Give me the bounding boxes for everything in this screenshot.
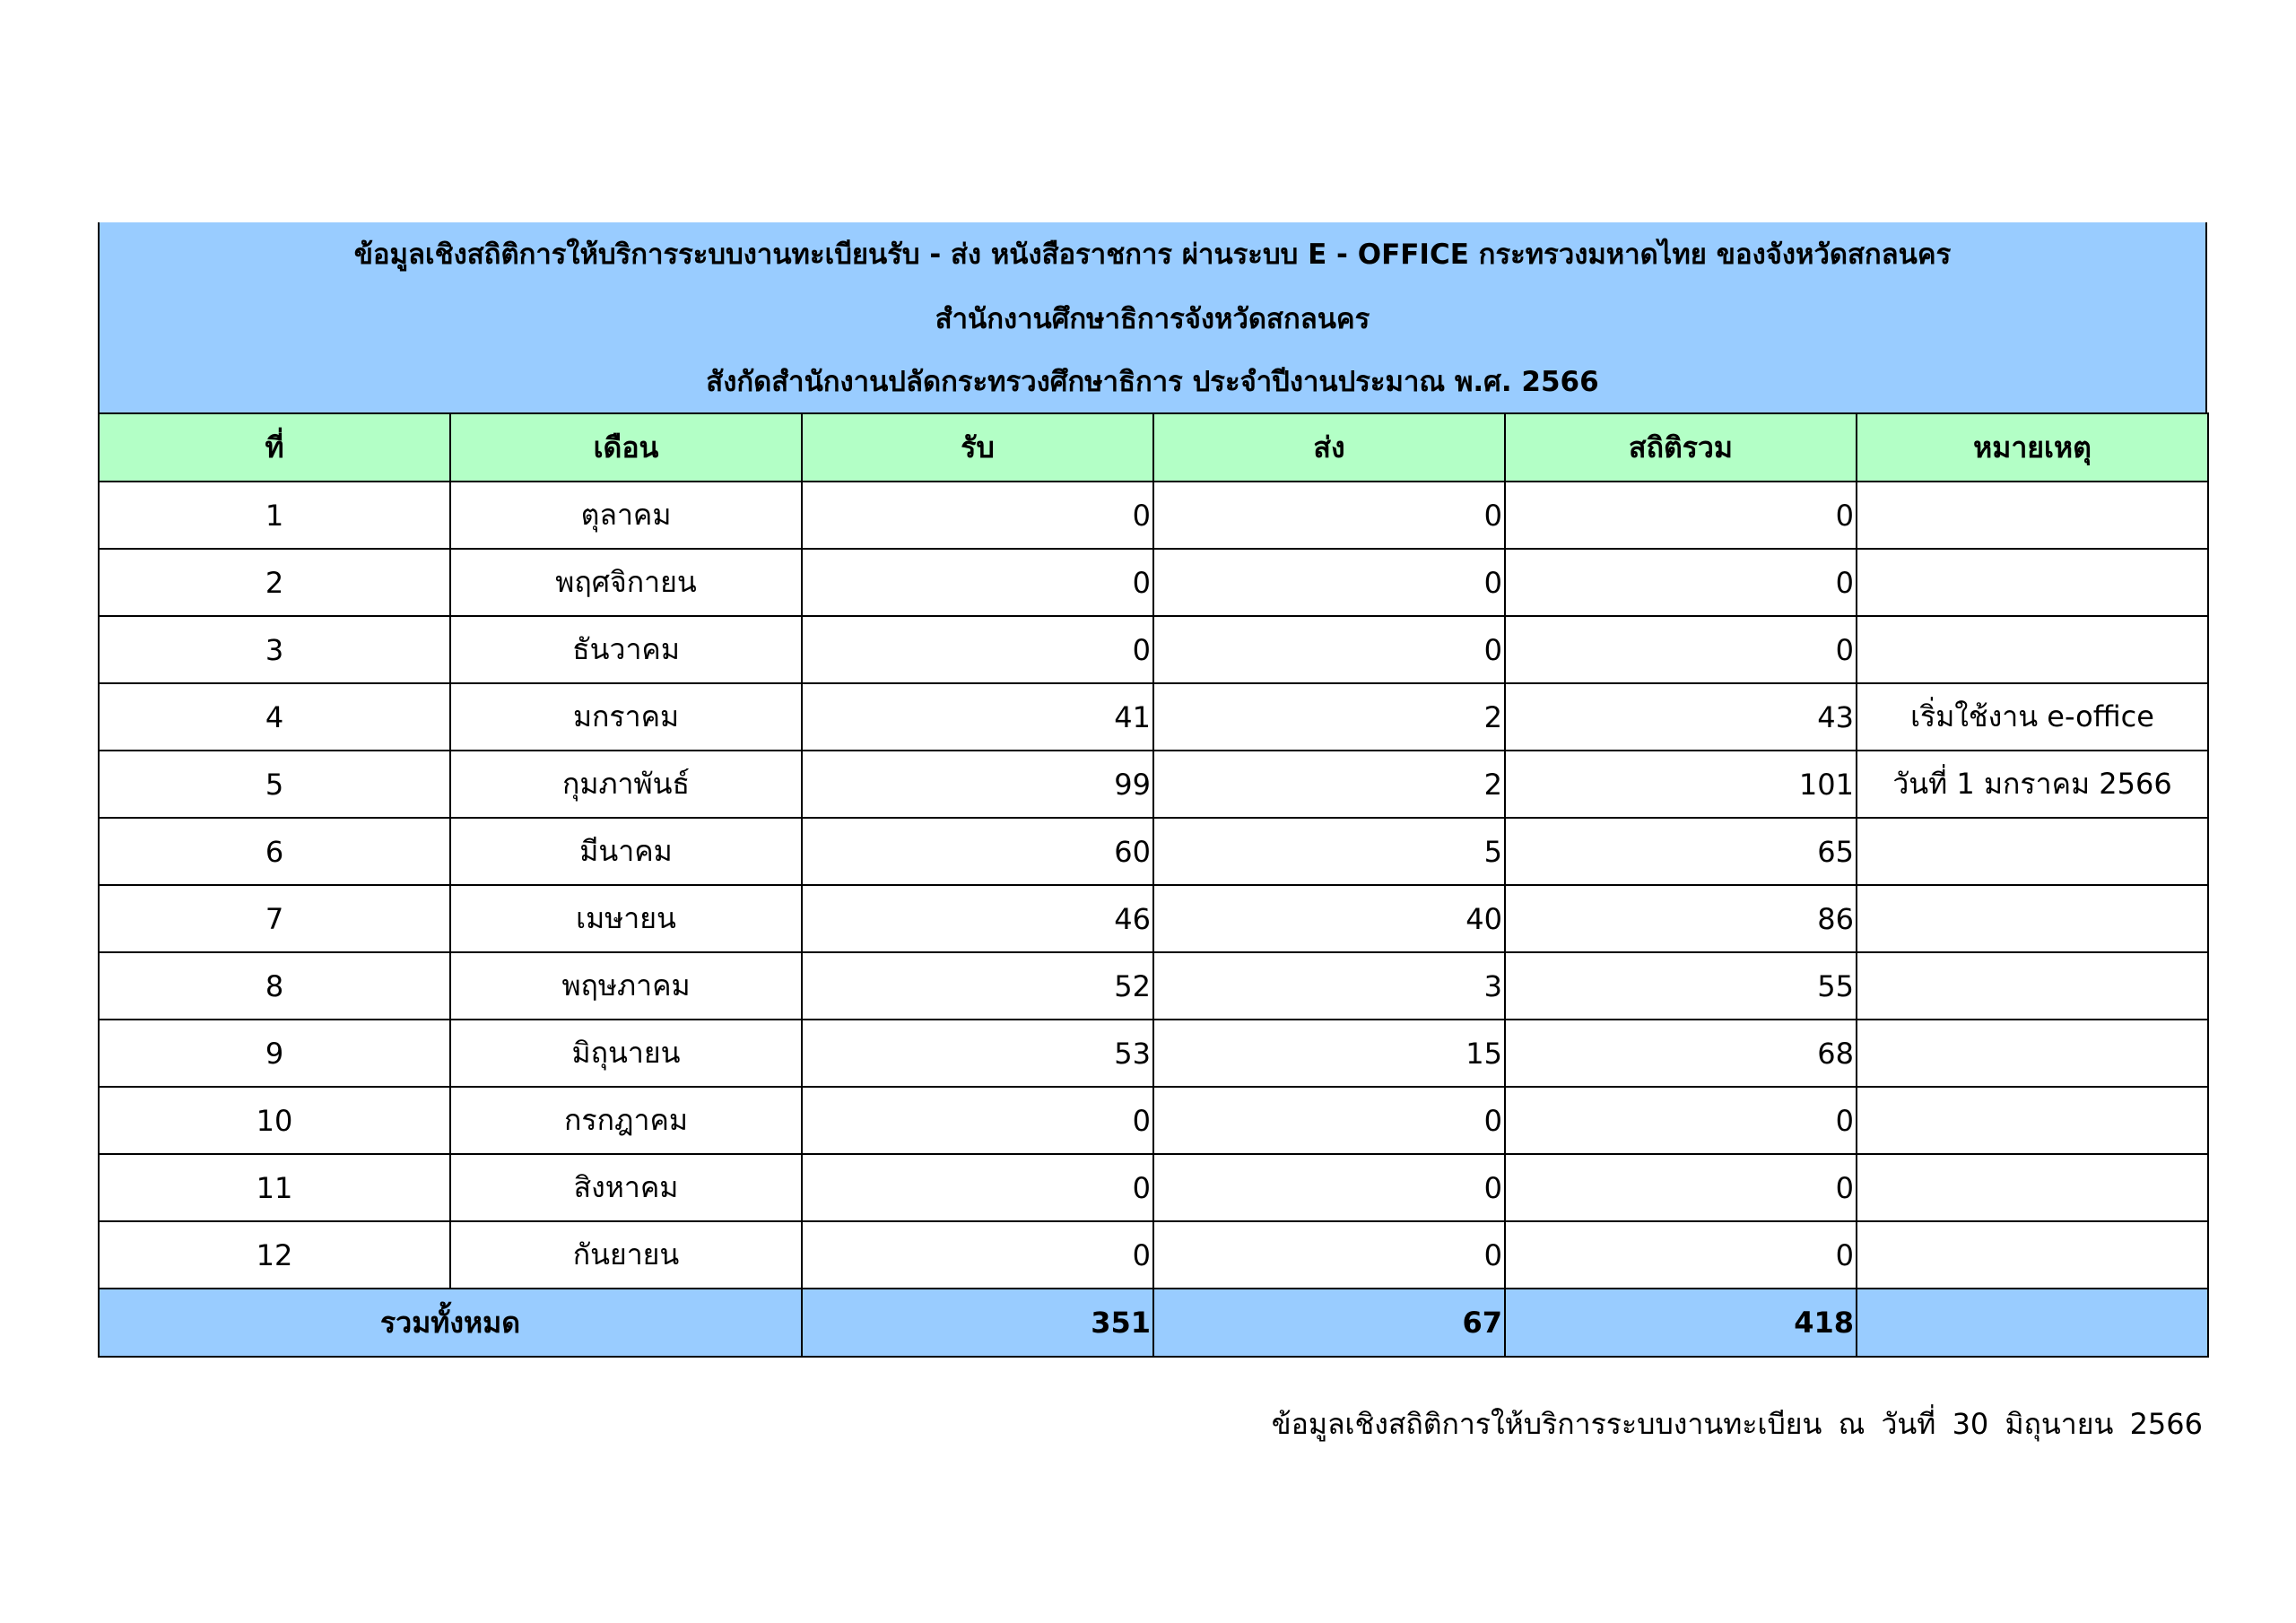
cell-no: 5 [99, 751, 450, 818]
cell-received: 99 [802, 751, 1153, 818]
cell-no: 8 [99, 952, 450, 1020]
col-header-total: สถิติรวม [1505, 413, 1857, 482]
cell-month: พฤษภาคม [450, 952, 802, 1020]
cell-no: 11 [99, 1154, 450, 1221]
cell-month: กันยายน [450, 1221, 802, 1289]
cell-total: 0 [1505, 482, 1857, 549]
cell-sent: 0 [1153, 549, 1505, 616]
cell-no: 6 [99, 818, 450, 885]
cell-total: 43 [1505, 683, 1857, 751]
cell-month: ตุลาคม [450, 482, 802, 549]
table-row [99, 616, 2208, 683]
cell-sent: 3 [1153, 952, 1505, 1020]
table-row [99, 885, 2208, 952]
cell-note [1857, 549, 2208, 616]
cell-note [1857, 616, 2208, 683]
col-header-note: หมายเหตุ [1857, 413, 2208, 482]
cell-received: 0 [802, 1221, 1153, 1289]
table-row [99, 1154, 2208, 1221]
cell-received: 0 [802, 1154, 1153, 1221]
cell-note [1857, 818, 2208, 885]
cell-sent: 40 [1153, 885, 1505, 952]
cell-sent: 15 [1153, 1020, 1505, 1087]
totals-note [1857, 1289, 2208, 1357]
table-row [99, 751, 2208, 818]
cell-total: 0 [1505, 1087, 1857, 1154]
cell-total: 0 [1505, 1154, 1857, 1221]
cell-received: 60 [802, 818, 1153, 885]
cell-note: เริ่มใช้งาน e-office [1857, 683, 2208, 751]
cell-total: 68 [1505, 1020, 1857, 1087]
cell-no: 9 [99, 1020, 450, 1087]
cell-note [1857, 1020, 2208, 1087]
cell-received: 52 [802, 952, 1153, 1020]
cell-total: 86 [1505, 885, 1857, 952]
col-header-no: ที่ [99, 413, 450, 482]
cell-month: มีนาคม [450, 818, 802, 885]
totals-sent: 67 [1153, 1289, 1505, 1357]
cell-total: 0 [1505, 1221, 1857, 1289]
cell-no: 10 [99, 1087, 450, 1154]
table-row [99, 1221, 2208, 1289]
cell-month: พฤศจิกายน [450, 549, 802, 616]
table-row [99, 1087, 2208, 1154]
cell-received: 41 [802, 683, 1153, 751]
cell-month: มิถุนายน [450, 1020, 802, 1087]
table-row [99, 818, 2208, 885]
cell-total: 0 [1505, 549, 1857, 616]
cell-note [1857, 885, 2208, 952]
footer-note: ข้อมูลเชิงสถิติการให้บริการระบบงานทะเบียน ณ วันที่ 30 มิถุนายน 2566 [1271, 1407, 2203, 1441]
statistics-sheet [98, 222, 2207, 1358]
cell-sent: 5 [1153, 818, 1505, 885]
totals-total: 418 [1505, 1289, 1857, 1357]
cell-received: 0 [802, 616, 1153, 683]
cell-month: สิงหาคม [450, 1154, 802, 1221]
cell-month: ธันวาคม [450, 616, 802, 683]
cell-received: 53 [802, 1020, 1153, 1087]
cell-total: 55 [1505, 952, 1857, 1020]
cell-no: 2 [99, 549, 450, 616]
cell-note [1857, 482, 2208, 549]
table-row [99, 482, 2208, 549]
cell-total: 101 [1505, 751, 1857, 818]
totals-row [99, 1289, 2208, 1357]
cell-sent: 2 [1153, 751, 1505, 818]
cell-note [1857, 952, 2208, 1020]
cell-note [1857, 1087, 2208, 1154]
cell-no: 12 [99, 1221, 450, 1289]
cell-note [1857, 1154, 2208, 1221]
col-header-month: เดือน [450, 413, 802, 482]
cell-note: วันที่ 1 มกราคม 2566 [1857, 751, 2208, 818]
cell-no: 3 [99, 616, 450, 683]
cell-total: 0 [1505, 616, 1857, 683]
cell-month: กรกฎาคม [450, 1087, 802, 1154]
table-row [99, 952, 2208, 1020]
totals-label: รวมทั้งหมด [99, 1289, 802, 1357]
cell-sent: 0 [1153, 1154, 1505, 1221]
cell-note [1857, 1221, 2208, 1289]
cell-received: 0 [802, 1087, 1153, 1154]
cell-sent: 0 [1153, 616, 1505, 683]
totals-received: 351 [802, 1289, 1153, 1357]
cell-received: 0 [802, 549, 1153, 616]
report-organization: สำนักงานศึกษาธิการจังหวัดสกลนคร [935, 303, 1370, 335]
cell-sent: 0 [1153, 1087, 1505, 1154]
table-row [99, 549, 2208, 616]
cell-sent: 2 [1153, 683, 1505, 751]
cell-sent: 0 [1153, 1221, 1505, 1289]
cell-received: 46 [802, 885, 1153, 952]
col-header-sent: ส่ง [1153, 413, 1505, 482]
cell-month: เมษายน [450, 885, 802, 952]
cell-received: 0 [802, 482, 1153, 549]
cell-no: 1 [99, 482, 450, 549]
table-header-row [99, 413, 2208, 482]
col-header-received: รับ [802, 413, 1153, 482]
cell-month: มกราคม [450, 683, 802, 751]
report-subtitle: สังกัดสำนักงานปลัดกระทรวงศึกษาธิการ ประจำปีงานประมาณ พ.ศ. 2566 [706, 366, 1599, 398]
cell-no: 7 [99, 885, 450, 952]
table-row [99, 683, 2208, 751]
table-row [99, 1020, 2208, 1087]
cell-month: กุมภาพันธ์ [450, 751, 802, 818]
cell-sent: 0 [1153, 482, 1505, 549]
cell-total: 65 [1505, 818, 1857, 885]
cell-no: 4 [99, 683, 450, 751]
report-title-block [98, 222, 2207, 412]
report-title: ข้อมูลเชิงสถิติการให้บริการระบบงานทะเบียนรับ - ส่ง หนังสือราชการ ผ่านระบบ E - OFFICE กระทรวงมหาดไทย ของจังหวัดสกลนคร [353, 239, 1952, 271]
statistics-table [98, 412, 2209, 1358]
